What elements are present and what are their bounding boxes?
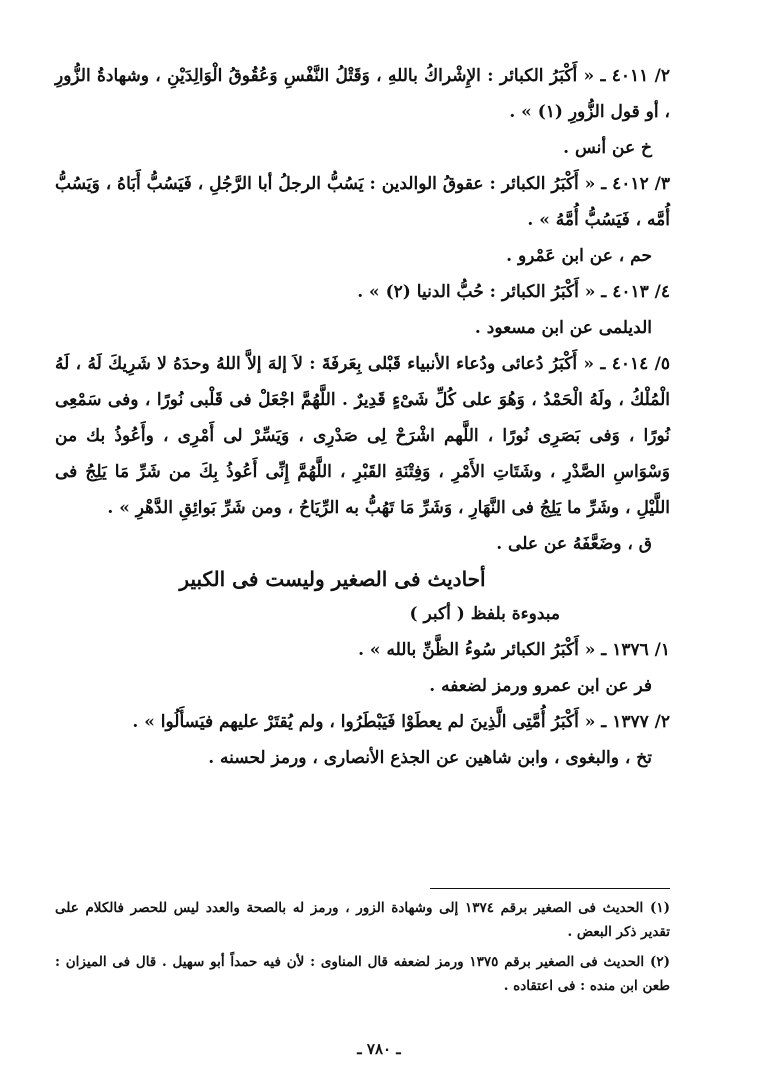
hadith-source: تخ ، والبغوى ، وابن شاهين عن الجذع الأنصارى ، ورمز لحسنه . — [208, 748, 652, 768]
hadith-1377 — [55, 704, 670, 740]
hadith-number: ١/ ١٣٧٦ ـ — [601, 640, 670, 660]
hadith-text: « أَكْبَرُ الكبائر : حُبُّ الدنيا (٢) » . — [357, 282, 596, 302]
hadith-4013 — [55, 274, 670, 310]
hadith-source: ق ، وضَعَّفَهُ عن على . — [496, 534, 652, 554]
footnote-1: (١) الحديث فى الصغير برقم ١٣٧٤ إلى وشهادة الزور ، ورمز له بالصحة والعدد ليس للحصر فالكلام على تقدير ذكر البعض . — [55, 900, 670, 940]
hadith-text: « أَكْبَرُ دُعائى ودُعاء الأنبياء قَبْلى بِعَرفَةَ : لاَ إلهَ إلاَّ اللهُ وحدَهُ لا شَرِيكَ لَهُ ، لَهُ الْمُلْكُ ، ولَهُ الْحَمْدُ ، وَهُوَ على كُلِّ شَىْءٍ قَدِيرٌ . اللَّهُمَّ اجْعَلْ فى قَلْبى نُورًا ، وفى سَمْعِى نُورًا ، وَفى بَصَرِى نُورًا ، اللَّهم اشْرَحْ لِى صَدْرِى ، وَيَسِّرْ لى أَمْرِى ، وأَعُوذُ بك من وَسْوَاسِ الصَّدْرِ ، وشَتَاتِ الأَمْرِ ، وَفِتْنَةِ القَبْرِ ، اللَّهُمَّ إِنِّى أَعُوذُ بِكَ من شَرِّ مَا يَلِجُ فى اللَّيْلِ ، وشَرِّ ما يَلِجُ فى النَّهَارِ ، وَشَرِّ مَا تَهُبُّ به الرِّيَاحُ ، ومن شَرِّ بَوائِقِ الدَّهْرِ » . — [55, 354, 670, 518]
hadith-4011 — [55, 58, 670, 130]
hadith-4012 — [55, 166, 670, 238]
main-text — [55, 58, 670, 776]
hadith-number: ٢/ ١٣٧٧ ـ — [601, 712, 670, 732]
hadith-1376 — [55, 632, 670, 668]
hadith-number: ٤/ ٤٠١٣ ـ — [601, 282, 670, 302]
hadith-text: « أَكْبَرُ أُمَّتِى الَّذِينَ لم يعطَوْا فَيَبْطَرُوا ، ولم يُقتَرْ عليهم فيَسأَلُوا » . — [132, 712, 596, 732]
page-number: ـ ٧٨٠ ـ — [357, 1040, 401, 1058]
hadith-text: « أَكْبَرُ الكبائر سُوءُ الظَّنِّ بالله » . — [358, 640, 596, 660]
footnote-2: (٢) الحديث فى الصغير برقم ١٣٧٥ ورمز لضعفه قال المناوى : لأن فيه حمداً أبو سهيل . قال فى الميزان : طعن ابن منده : فى اعتقاده . — [55, 954, 670, 994]
section-subtitle: مبدوءة بلفظ ( أكبر ) — [409, 604, 560, 624]
hadith-text: « أَكْبَرُ الكبائر : الإِشْراكُ باللهِ ، وَقَتْلُ النَّفْسِ وَعُقُوقُ الْوَالِدَيْنِ ، وشهادةُ الزُّورِ ، أو قول الزُّورِ (١) » . — [55, 66, 670, 122]
hadith-source: فر عن ابن عمرو ورمز لضعفه . — [429, 676, 652, 696]
section-title: أحاديث فى الصغير وليست فى الكبير — [179, 567, 486, 591]
hadith-number: ٢/ ٤٠١١ ـ — [600, 66, 670, 86]
hadith-number: ٥/ ٤٠١٤ ـ — [600, 354, 670, 374]
hadith-source: الديلمى عن ابن مسعود . — [474, 318, 652, 338]
hadith-text: « أَكْبَرُ الكبائر : عقوقُ الوالدين : يَسُبُّ الرجلُ أبا الرَّجُلِ ، فَيَسُبُّ أَبَاهُ ، وَيَسُبُّ أُمَّه ، فَيَسُبُّ أُمَّهُ » . — [55, 174, 670, 230]
hadith-source: خ عن أنس . — [563, 138, 652, 158]
hadith-source: حم ، عن ابن عَمْرو . — [506, 246, 652, 266]
footnote-separator — [430, 888, 670, 889]
footnotes — [55, 896, 670, 1004]
hadith-4014 — [55, 346, 670, 526]
hadith-number: ٣/ ٤٠١٢ ـ — [601, 174, 670, 194]
